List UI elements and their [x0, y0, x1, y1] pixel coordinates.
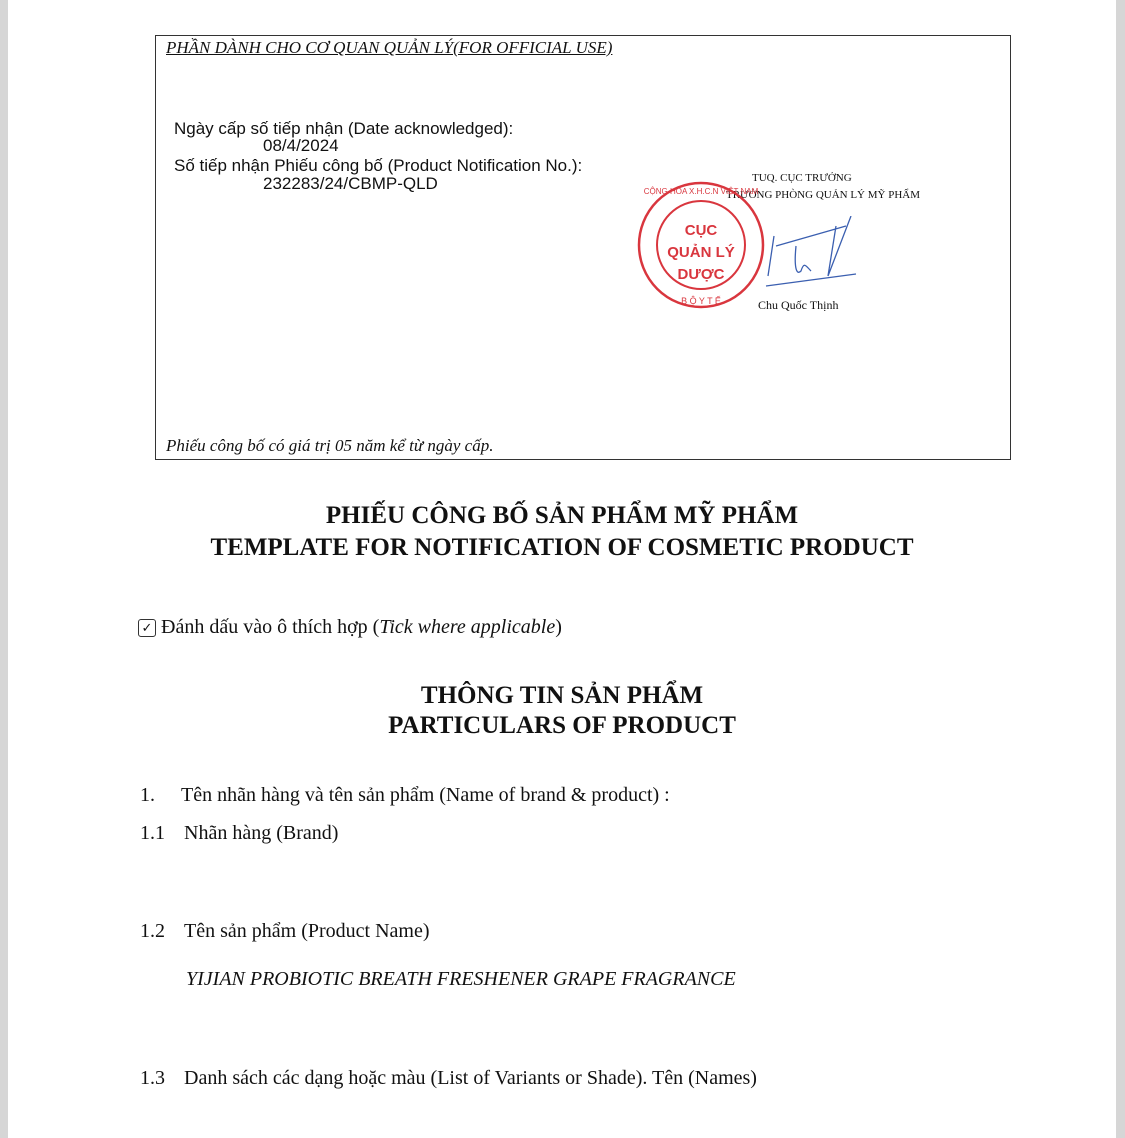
svg-text:CỤC: CỤC — [684, 222, 718, 239]
item-label: Nhãn hàng (Brand) — [184, 822, 339, 844]
date-value: 08/4/2024 — [263, 136, 339, 155]
section-title-english: PARTICULARS OF PRODUCT — [388, 712, 736, 739]
official-use-header: PHẦN DÀNH CHO CƠ QUAN QUẢN LÝ(FOR OFFICIAL USE) — [166, 38, 613, 57]
official-stamp — [636, 180, 766, 310]
signer-department: TRƯỞNG PHÒNG QUẢN LÝ MỸ PHẨM — [726, 189, 921, 201]
svg-text:B Ộ Y T Ế: B Ộ Y T Ế — [681, 296, 721, 306]
tick-note-text: Đánh dấu vào ô thích hợp ( — [161, 616, 380, 638]
item-number: 1.1 — [140, 822, 165, 844]
signature — [756, 216, 866, 296]
checkbox-checked-icon: ✓ — [138, 619, 156, 637]
item-number: 1.2 — [140, 920, 165, 942]
item-number: 1.3 — [140, 1067, 165, 1089]
tick-note-end: ) — [555, 616, 562, 638]
signer-name: Chu Quốc Thịnh — [758, 298, 839, 312]
notification-number-value: 232283/24/CBMP-QLD — [263, 174, 438, 193]
notification-number-label: Số tiếp nhận Phiếu công bố (Product Notification No.): — [174, 156, 583, 175]
signer-title: TUQ. CỤC TRƯỞNG — [752, 172, 852, 184]
item-label: Danh sách các dạng hoặc màu (List of Variants or Shade). Tên (Names) — [184, 1067, 757, 1089]
section-title-vietnamese: THÔNG TIN SẢN PHẨM — [420, 682, 704, 709]
product-name-value: YIJIAN PROBIOTIC BREATH FRESHENER GRAPE FRAGRANCE — [186, 968, 736, 990]
date-label: Ngày cấp số tiếp nhận (Date acknowledged): — [174, 119, 514, 138]
title-english: TEMPLATE FOR NOTIFICATION OF COSMETIC PRODUCT — [210, 534, 914, 561]
tick-note — [138, 616, 562, 639]
tick-note-italic: Tick where applicable — [379, 616, 556, 638]
svg-text:QUẢN LÝ: QUẢN LÝ — [667, 244, 735, 261]
item-number: 1. — [140, 784, 155, 806]
title-vietnamese: PHIẾU CÔNG BỐ SẢN PHẨM MỸ PHẨM — [325, 502, 799, 529]
svg-text:CỘNG HÒA X.H.C.N VIỆT NAM: CỘNG HÒA X.H.C.N VIỆT NAM — [643, 187, 759, 196]
item-label: Tên nhãn hàng và tên sản phẩm (Name of brand & product) : — [181, 784, 670, 806]
official-use-box — [155, 35, 1011, 460]
document-page — [8, 0, 1116, 1138]
svg-text:DƯỢC: DƯỢC — [677, 266, 725, 283]
validity-note: Phiếu công bố có giá trị 05 năm kể từ ngày cấp. — [166, 436, 494, 455]
item-label: Tên sản phẩm (Product Name) — [184, 920, 430, 942]
